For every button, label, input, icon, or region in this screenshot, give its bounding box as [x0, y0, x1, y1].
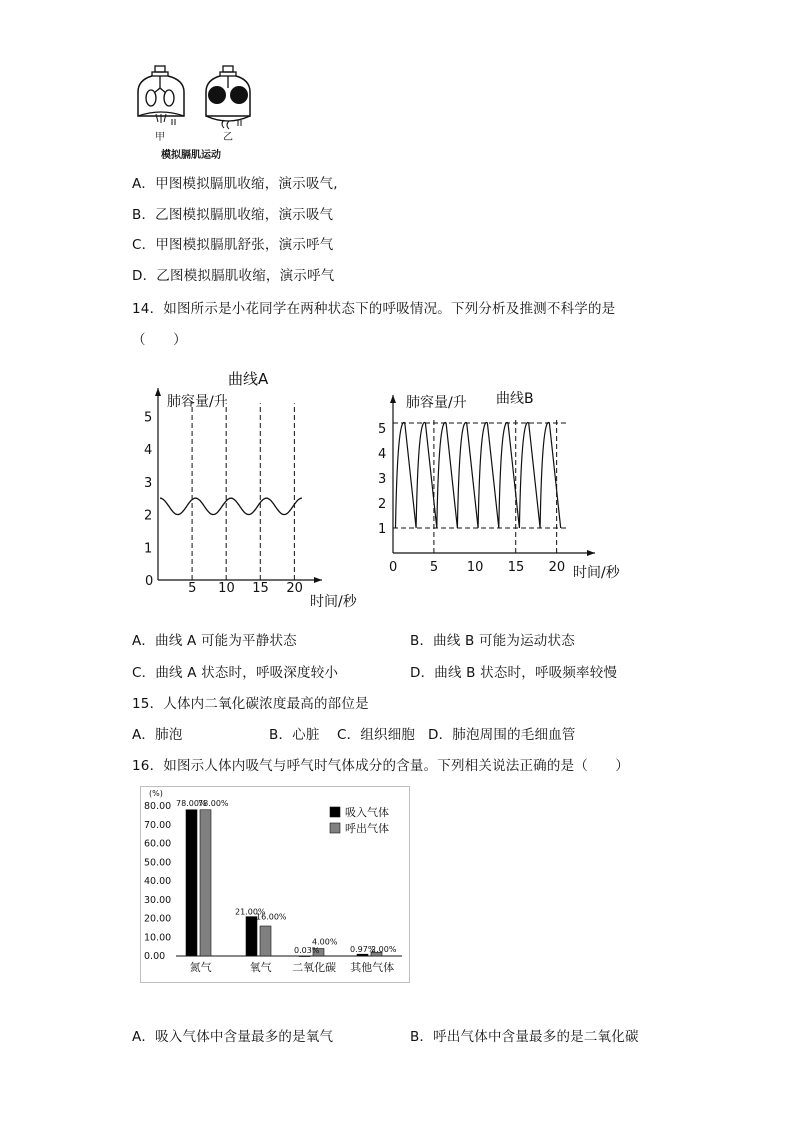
lung-volume-chart-b	[368, 385, 638, 585]
y-tick-label: 3	[378, 472, 387, 487]
bell-jar-jia	[138, 66, 184, 143]
y-tick-label: 4	[378, 447, 387, 462]
q13-option-c: C．甲图模拟膈肌舒张，演示呼气	[132, 237, 334, 253]
chart-a-title: 曲线A	[228, 370, 269, 388]
chart-a-ylabel: 肺容量/升	[167, 394, 228, 410]
x-tick-label: 0	[389, 560, 398, 575]
legend-swatch	[330, 823, 340, 833]
y-tick-label: 5	[378, 422, 387, 437]
y-tick-label: 2	[144, 508, 153, 524]
x-tick-label: 20	[548, 560, 566, 575]
legend-swatch	[330, 807, 340, 817]
origin-label: 0	[145, 574, 154, 589]
diaphragm-model-figure	[128, 62, 268, 166]
chart-b-title: 曲线B	[496, 391, 534, 407]
category-label: 其他气体	[350, 961, 395, 974]
y-tick-label: 30.00	[144, 894, 172, 906]
q14-option-c: C．曲线 A 状态时，呼吸深度较小	[132, 665, 339, 681]
series-curve-a	[160, 498, 302, 514]
q16-option-b: B．呼出气体中含量最多的是二氧化碳	[410, 1029, 639, 1045]
y-tick-label: 10.00	[144, 932, 172, 944]
chart-a-xlabel: 时间/秒	[310, 594, 357, 610]
data-label: 4.00%	[312, 937, 338, 947]
q14-option-a: A．曲线 A 可能为平静状态	[132, 633, 297, 649]
x-tick-label: 15	[252, 581, 269, 596]
chart-b-ylabel: 肺容量/升	[406, 395, 467, 411]
series-curve-b	[396, 423, 561, 528]
x-tick-label: 15	[507, 560, 525, 575]
x-axis-arrow	[314, 577, 322, 583]
q15-stem: 15．人体内二氧化碳浓度最高的部位是	[132, 696, 369, 712]
q14-stem-bracket: （ ）	[132, 332, 187, 348]
unit-label: (%)	[149, 789, 163, 798]
category-label: 二氧化碳	[292, 961, 337, 974]
label-yi: 乙	[223, 132, 233, 143]
q16-option-a: A．吸入气体中含量最多的是氧气	[132, 1029, 334, 1045]
y-axis-arrow	[155, 388, 161, 396]
y-tick-label: 5	[144, 410, 153, 426]
chart-b-xlabel: 时间/秒	[573, 565, 620, 581]
y-tick-label: 3	[144, 475, 153, 491]
bar	[357, 954, 368, 956]
bar	[299, 956, 310, 957]
y-tick-label: 2	[378, 497, 387, 512]
label-jia: 甲	[155, 132, 165, 143]
gas-composition-bar-chart	[140, 786, 420, 986]
figure-caption: 模拟膈肌运动	[161, 150, 221, 161]
q13-option-b: B．乙图模拟膈肌收缩，演示吸气	[132, 207, 334, 223]
data-label: 0.97%	[350, 945, 376, 954]
y-axis-arrow	[390, 395, 396, 403]
q15-option-b: B．心脏	[269, 727, 320, 743]
x-tick-label: 5	[429, 560, 439, 575]
q15-option-c: C．组织细胞	[337, 727, 416, 743]
data-label: 0.03%	[294, 946, 320, 955]
data-label: 78.00%	[198, 798, 229, 808]
bar	[246, 917, 257, 956]
data-label: 16.00%	[256, 912, 287, 922]
q14-option-b: B．曲线 B 可能为运动状态	[410, 633, 575, 649]
data-label: 21.00%	[235, 907, 266, 917]
y-tick-label: 50.00	[144, 857, 172, 869]
q15-option-a: A．肺泡	[132, 727, 183, 743]
bar	[186, 810, 197, 956]
q16-stem: 16．如图示人体内吸气与呼气时气体成分的含量。下列相关说法正确的是（ ）	[132, 758, 630, 774]
q13-option-d: D．乙图模拟膈肌收缩，演示呼气	[132, 268, 335, 284]
x-tick-label: 10	[218, 581, 235, 596]
x-tick-label: 5	[188, 581, 197, 596]
y-tick-label: 40.00	[144, 876, 172, 887]
y-tick-label: 4	[144, 443, 153, 459]
y-tick-label: 70.00	[144, 819, 172, 831]
legend-label: 呼出气体	[345, 822, 389, 835]
x-axis-arrow	[587, 550, 595, 556]
bar	[200, 810, 211, 956]
y-tick-label: 20.00	[144, 913, 172, 925]
data-label: 78.00%	[176, 798, 207, 808]
x-tick-label: 10	[466, 560, 484, 575]
legend-label: 吸入气体	[345, 806, 389, 819]
x-tick-label: 20	[286, 581, 303, 596]
y-tick-label: 1	[144, 541, 153, 557]
bell-jar-yi	[206, 66, 250, 143]
bar	[260, 926, 271, 956]
q14-option-d: D．曲线 B 状态时，呼吸频率较慢	[410, 665, 618, 681]
q13-option-a: A．甲图模拟膈肌收缩，演示吸气,	[132, 176, 338, 192]
category-label: 氮气	[189, 961, 212, 974]
q14-stem: 14．如图所示是小花同学在两种状态下的呼吸情况。下列分析及推测不科学的是	[132, 301, 616, 317]
data-label: 2.00%	[371, 945, 397, 954]
category-label: 氧气	[249, 961, 272, 974]
y-tick-label: 0.00	[144, 951, 166, 962]
q15-option-d: D．肺泡周围的毛细血管	[428, 727, 576, 743]
y-tick-label: 1	[378, 522, 387, 537]
lung-volume-chart-a	[136, 362, 357, 617]
y-tick-label: 80.00	[144, 801, 172, 812]
y-tick-label: 60.00	[144, 838, 172, 850]
